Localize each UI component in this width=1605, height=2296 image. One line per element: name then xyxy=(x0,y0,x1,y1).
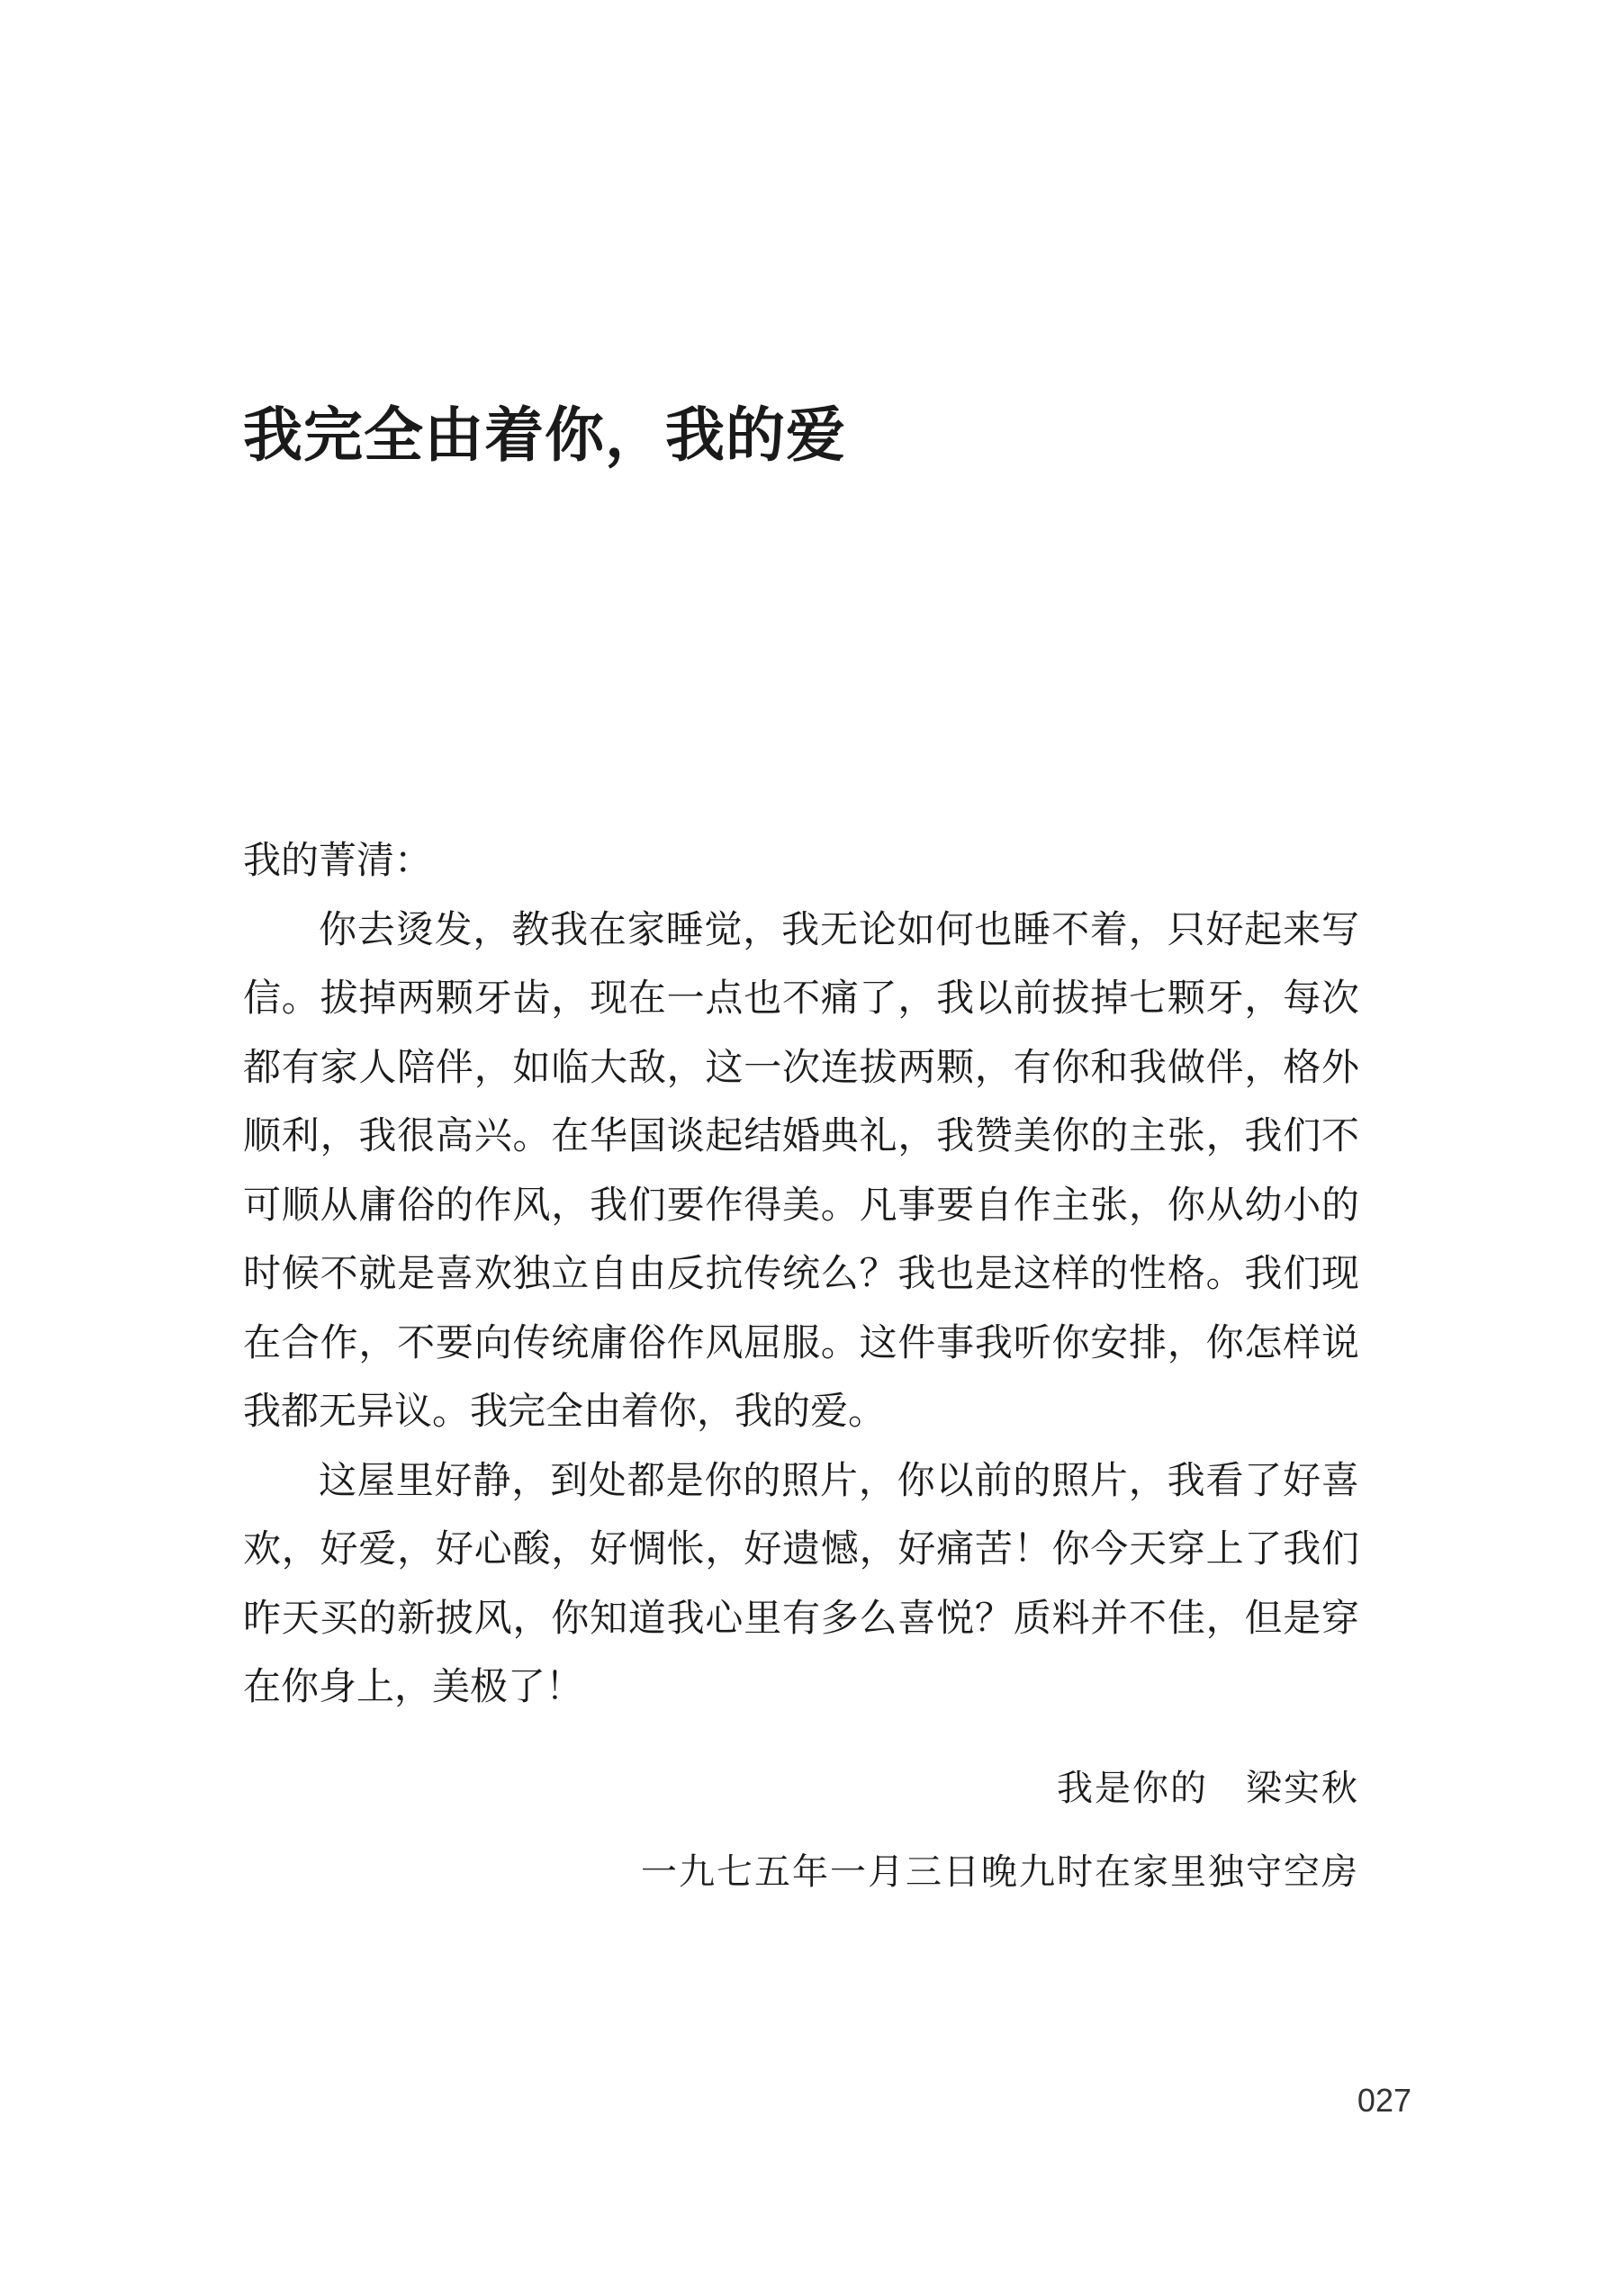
letter-date-line: 一九七五年一月三日晚九时在家里独守空房 xyxy=(641,1851,1359,1893)
letter-signature: 我是你的 梁实秋 xyxy=(1057,1768,1359,1809)
page-title: 我完全由着你，我的爱 xyxy=(243,400,846,470)
page-number: 027 xyxy=(1357,2082,1411,2119)
letter-salutation: 我的菁清： xyxy=(243,838,433,882)
letter-paragraph: 这屋里好静，到处都是你的照片，你以前的照片，我看了好喜欢，好爱，好心酸，好惆怅，好遗憾，好痛苦！你今天穿上了我们昨天买的新披风，你知道我心里有多么喜悦？质料并不佳，但是穿在你身上，美极了！ xyxy=(243,1457,1359,1708)
letter-paragraph: 你去烫发，教我在家睡觉，我无论如何也睡不着，只好起来写信。拔掉两颗牙齿，现在一点也不痛了，我以前拔掉七颗牙，每次都有家人陪伴，如临大敌，这一次连拔两颗，有你和我做伴，格外顺利，我很高兴。在华国谈起结婚典礼，我赞美你的主张，我们不可顺从庸俗的作风，我们要作得美。凡事要自作主张，你从幼小的时候不就是喜欢独立自由反抗传统么？我也是这样的性格。我们现在合作，不要向传统庸俗作风屈服。这件事我听你安排，你怎样说我都无异议。我完全由着你，我的爱。 xyxy=(243,906,1359,1433)
letter-body xyxy=(243,826,1359,1722)
